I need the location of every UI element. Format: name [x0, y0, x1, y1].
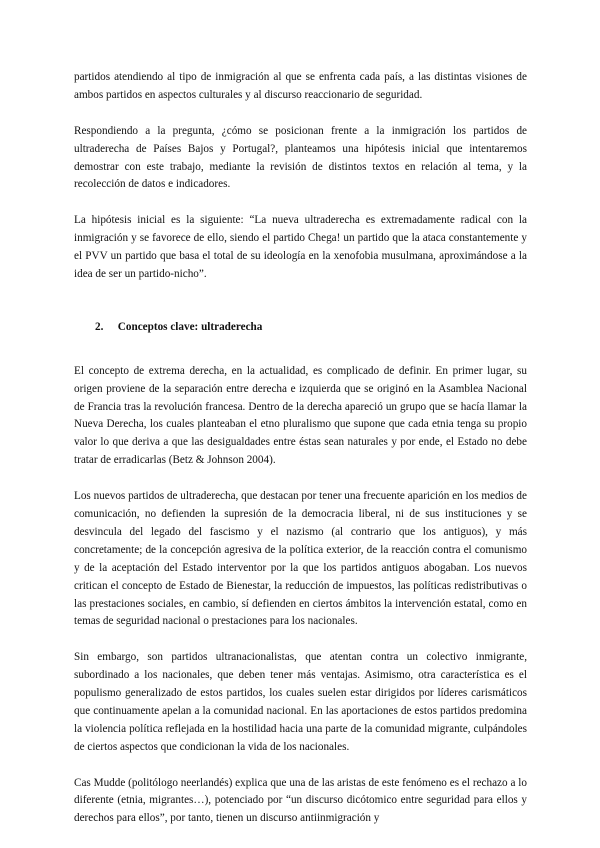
section-heading [74, 319, 527, 337]
paragraph: Sin embargo, son partidos ultranacionalistas, que atentan contra un colectivo inmigrante, subordinado a los nacionales, que deben tener más ventajas. Asimismo, otra característica es el populismo generalizado de estos partidos, los cuales suelen estar dirigidos por líderes carismáticos que continuamente apelan a la comunidad nacional. En las aportaciones de estos partidos predomina la violencia política reflejada en la hostilidad hacia una parte de la comunidad migrante, culpándoles de ciertos aspectos que condicionan la vida de los nacionales. [74, 651, 527, 753]
paragraph: Cas Mudde (politólogo neerlandés) explica que una de las aristas de este fenómeno es el rechazo a lo diferente (etnia, migrantes…), potenciado por “un discurso dicótomico entre seguridad para ellos y derechos para ellos”, por tanto, tienen un discurso antiinmigración y [74, 776, 527, 825]
paragraph: El concepto de extrema derecha, en la actualidad, es complicado de definir. En primer lugar, su origen proviene de la separación entre derecha e izquierda que se originó en la Asamblea Nacional de Francia tras la revolución francesa. Dentro de la derecha apareció un grupo que se hacía llamar la Nueva Derecha, los cuales planteaban el etno pluralismo que supone que cada etnia tenga su propio valor lo que deriva a que las desigualdades entre éstas sean naturales y por ende, el Estado no debe tratar de erradicarlas (Betz & Johnson 2004). [74, 364, 527, 467]
paragraph: Los nuevos partidos de ultraderecha, que destacan por tener una frecuente aparición en los medios de comunicación, no defienden la supresión de la democracia liberal, ni de sus instituciones y se desvincula del legado del fascismo y el nazismo (al contrario que los antiguos), y más concretamente; de la concepción agresiva de la política exterior, de la reacción contra el comunismo y de la aceptación del Estado interventor por la que los partidos antiguos abogaban. Los nuevos critican el concepto de Estado de Bienestar, la reducción de impuestos, las políticas redistributivas o las prestaciones sociales, en cambio, sí defienden en ciertos ámbitos la intervención estatal, como en temas de seguridad nacional o prestaciones para los nacionales. [74, 490, 527, 628]
section-title: Conceptos clave: ultraderecha [117, 320, 263, 333]
paragraph: partidos atendiendo al tipo de inmigración al que se enfrenta cada país, a las distintas visiones de ambos partidos en aspectos culturales y al discurso reaccionario de seguridad. [74, 71, 527, 101]
section-number: 2. [95, 320, 104, 333]
paragraph: La hipótesis inicial es la siguiente: “La nueva ultraderecha es extremadamente radical con la inmigración y se favorece de ello, siendo el partido Chega! un partido que la ataca constantemente y el PVV un partido que basa el total de su ideología en la xenofobia musulmana, aproximándose a la idea de ser un partido-nicho”. [74, 214, 527, 280]
paragraph: Respondiendo a la pregunta, ¿cómo se posicionan frente a la inmigración los partidos de ultraderecha de Países Bajos y Portugal?, planteamos una hipótesis inicial que intentaremos demostrar con este trabajo, mediante la revisión de distintos textos en relación al tema, y la recolección de datos e indicadores. [74, 124, 527, 191]
